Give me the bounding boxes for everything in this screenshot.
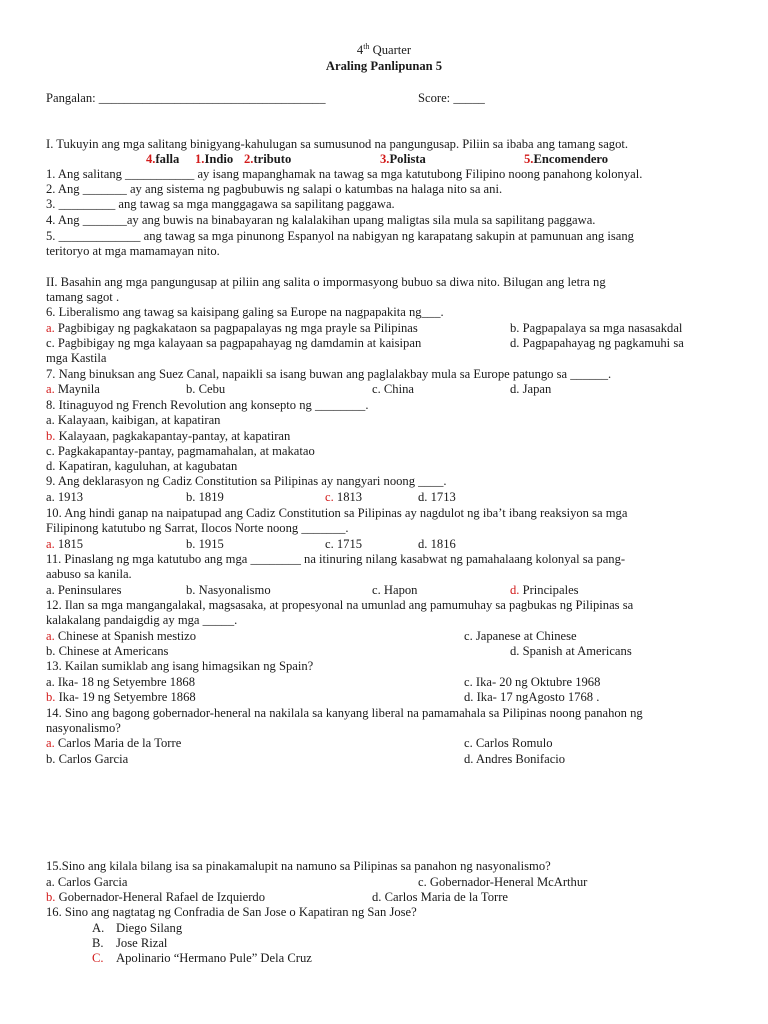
choice-polista: 3.Polista xyxy=(380,152,426,166)
part2-instruction: II. Basahin ang mga pangungusap at piliin ang salita o impormasyong bubuo sa diwa nito. Bilugan ang letra ng xyxy=(46,275,606,289)
part1-item-4: 4. Ang _______ay ang buwis na binabayaran ng kalalakihan upang maligtas sila mula sa sapilitang paggawa. xyxy=(46,213,596,227)
q11-option-d: d. Principales xyxy=(510,583,579,597)
question-14-cont: nasyonalismo? xyxy=(46,721,121,735)
q6-option-c: c. Pagbibigay ng mga kalayaan sa pagpapahayag ng damdamin at kaisipan xyxy=(46,336,422,350)
q14-option-b: b. Carlos Garcia xyxy=(46,752,129,766)
q12-option-d: d. Spanish at Americans xyxy=(510,644,632,658)
q10-option-d: d. 1816 xyxy=(418,537,456,551)
part1-item-3: 3. _________ ang tawag sa mga manggagawa sa sapilitang paggawa. xyxy=(46,197,395,211)
q16-option-c: Apolinario “Hermano Pule” Dela Cruz xyxy=(116,951,312,965)
page-title: Araling Panlipunan 5 xyxy=(325,59,443,73)
question-6: 6. Liberalismo ang tawag sa kaisipang galing sa Europe na nagpapakita ng___. xyxy=(46,305,444,319)
part1-item-2: 2. Ang _______ ay ang sistema ng pagbubuwis ng salapi o katumbas na halaga nito sa ani. xyxy=(46,182,503,196)
q16-option-a: Diego Silang xyxy=(116,921,183,935)
quarter-label: 4th Quarter xyxy=(356,41,412,57)
choice-falla: 4.falla xyxy=(146,152,180,166)
question-12: 12. Ilan sa mga mangangalakal, magsasaka, at propesyonal na umunlad ang pamumuhay sa pagbukas ng Pilipinas sa xyxy=(46,598,634,612)
q14-option-d: d. Andres Bonifacio xyxy=(464,752,566,766)
q7-option-d: d. Japan xyxy=(510,382,552,396)
q13-option-c: c. Ika- 20 ng Oktubre 1968 xyxy=(464,675,601,689)
part1-instruction: I. Tukuyin ang mga salitang binigyang-kahulugan sa sumusunod na pangungusap. Piliin sa ibaba ang tamang sagot. xyxy=(46,137,629,151)
q8-option-d: d. Kapatiran, kaguluhan, at kagubatan xyxy=(46,459,238,473)
score-field-label: Score: _____ xyxy=(418,91,485,105)
q7-option-b: b. Cebu xyxy=(186,382,226,396)
question-15: 15.Sino ang kilala bilang isa sa pinakamalupit na namuno sa Pilipinas sa panahon ng nasyonalismo? xyxy=(46,859,551,873)
part1-item-5: 5. _____________ ang tawag sa mga pinunong Espanyol na nabigyan ng karapatang sakupin at pamunuan ang isang xyxy=(46,229,634,243)
q9-option-d: d. 1713 xyxy=(418,490,456,504)
choice-encomendero: 5.Encomendero xyxy=(524,152,609,166)
q11-option-b: b. Nasyonalismo xyxy=(186,583,271,597)
q15-option-b: b. Gobernador-Heneral Rafael de Izquierdo xyxy=(46,890,265,904)
question-7: 7. Nang binuksan ang Suez Canal, napaikli sa isang buwan ang paglalakbay mula sa Europe patungo sa ______. xyxy=(46,367,612,381)
question-14: 14. Sino ang bagong gobernador-heneral na nakilala sa kanyang liberal na pamamahala sa Pilipinas noong panahon ng xyxy=(46,706,643,720)
part1-item-1: 1. Ang salitang ___________ ay isang mapanghamak na tawag sa mga katutubong Filipino noong panahong kolonyal. xyxy=(46,167,643,181)
q16-option-a-letter: A. xyxy=(92,921,105,935)
q12-option-b: b. Chinese at Americans xyxy=(46,644,169,658)
q14-option-c: c. Carlos Romulo xyxy=(464,736,553,750)
choice-tributo: 2.tributo xyxy=(244,152,292,166)
q9-option-b: b. 1819 xyxy=(186,490,224,504)
part1-item-5-cont: teritoryo at mga mamamayan nito. xyxy=(46,244,220,258)
question-11-cont: aabuso sa kanila. xyxy=(46,567,132,581)
q6-option-d-cont: mga Kastila xyxy=(46,351,107,365)
q10-option-c: c. 1715 xyxy=(325,537,363,551)
q16-option-b: Jose Rizal xyxy=(116,936,168,950)
q13-option-a: a. Ika- 18 ng Setyembre 1868 xyxy=(46,675,195,689)
q15-option-d: d. Carlos Maria de la Torre xyxy=(372,890,508,904)
q7-option-a: a. Maynila xyxy=(46,382,100,396)
question-8: 8. Itinaguyod ng French Revolution ang konsepto ng ________. xyxy=(46,398,369,412)
q16-option-b-letter: B. xyxy=(92,936,104,950)
q13-option-b: b. Ika- 19 ng Setyembre 1868 xyxy=(46,690,196,704)
question-10: 10. Ang hindi ganap na naipatupad ang Cadiz Constitution sa Pilipinas ay nagdulot ng iba’t ibang reaksiyon sa mga xyxy=(46,506,628,520)
name-field-label: Pangalan: ____________________________________ xyxy=(46,91,326,105)
q15-option-a: a. Carlos Garcia xyxy=(46,875,128,889)
q9-option-c: c. 1813 xyxy=(325,490,363,504)
q11-option-a: a. Peninsulares xyxy=(46,583,122,597)
q11-option-c: c. Hapon xyxy=(372,583,418,597)
q13-option-d: d. Ika- 17 ngAgosto 1768 . xyxy=(464,690,600,704)
q6-option-b: b. Pagpapalaya sa mga nasasakdal xyxy=(510,321,683,335)
q10-option-b: b. 1915 xyxy=(186,537,224,551)
question-11: 11. Pinaslang ng mga katutubo ang mga ________ na itinuring nilang kasabwat ng pamahalaang kolonyal sa pang- xyxy=(46,552,626,566)
q10-option-a: a. 1815 xyxy=(46,537,84,551)
choice-indio: 1.Indio xyxy=(195,152,234,166)
part2-instruction-cont: tamang sagot . xyxy=(46,290,120,304)
question-10-cont: Filipinong katutubo ng Sarrat, Ilocos Norte noong _______. xyxy=(46,521,349,535)
question-9: 9. Ang deklarasyon ng Cadiz Constitution sa Pilipinas ay nangyari noong ____. xyxy=(46,474,447,488)
q8-option-b: b. Kalayaan, pagkakapantay-pantay, at kapatiran xyxy=(46,429,291,443)
q16-option-c-letter: C. xyxy=(92,951,104,965)
q9-option-a: a. 1913 xyxy=(46,490,84,504)
q7-option-c: c. China xyxy=(372,382,414,396)
q15-option-c: c. Gobernador-Heneral McArthur xyxy=(418,875,588,889)
q8-option-a: a. Kalayaan, kaibigan, at kapatiran xyxy=(46,413,221,427)
q6-option-d: d. Pagpapahayag ng pagkamuhi sa xyxy=(510,336,684,350)
q6-option-a: a. Pagbibigay ng pagkakataon sa pagpapalayas ng mga prayle sa Pilipinas xyxy=(46,321,418,335)
q14-option-a: a. Carlos Maria de la Torre xyxy=(46,736,182,750)
question-13: 13. Kailan sumiklab ang isang himagsikan ng Spain? xyxy=(46,659,314,673)
question-16: 16. Sino ang nagtatag ng Confradia de San Jose o Kapatiran ng San Jose? xyxy=(46,905,417,919)
q8-option-c: c. Pagkakapantay-pantay, pagmamahalan, at makatao xyxy=(46,444,315,458)
q12-option-c: c. Japanese at Chinese xyxy=(464,629,577,643)
question-12-cont: kalakalang pandaigdig ay mga _____. xyxy=(46,613,238,627)
q12-option-a: a. Chinese at Spanish mestizo xyxy=(46,629,197,643)
